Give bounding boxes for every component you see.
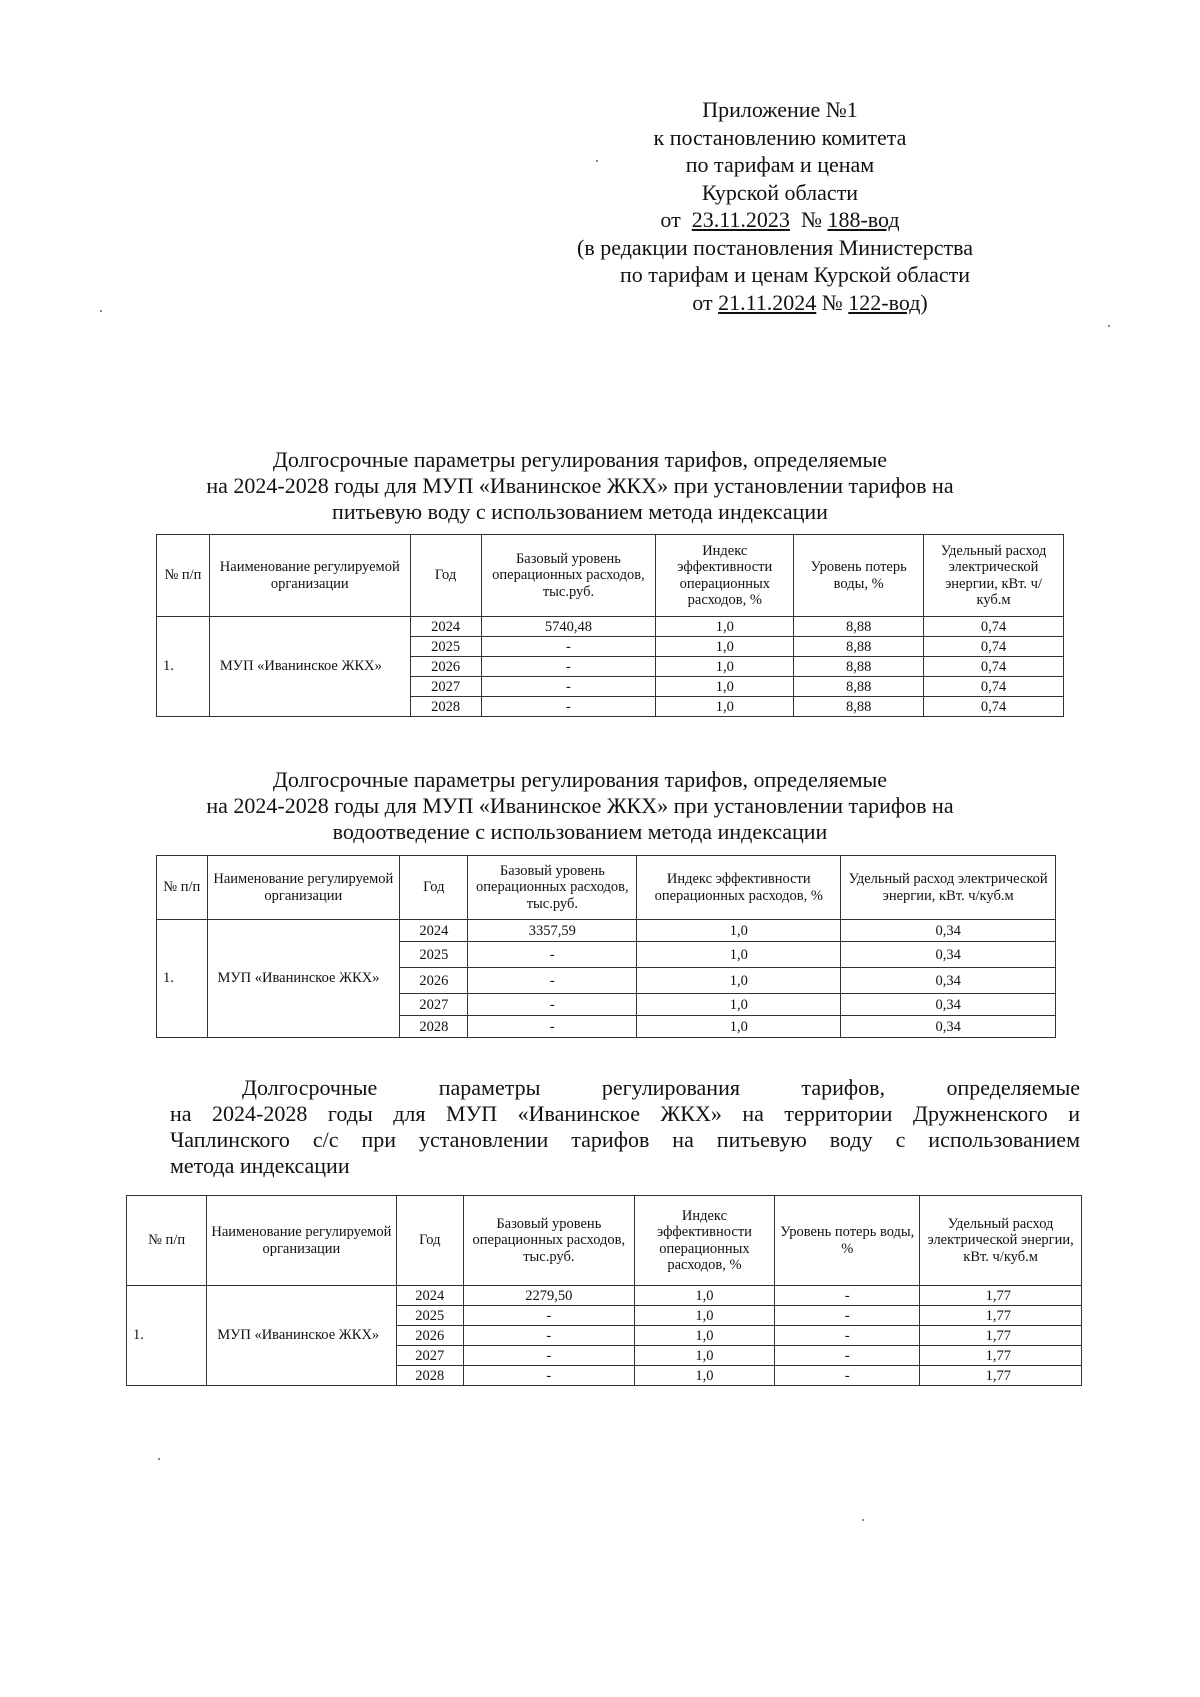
table-header-row: [157, 856, 1056, 920]
col-header-base-level: Базовый уровень операционных расходов, тыс.руб.: [481, 535, 656, 617]
col-header-efficiency-index: Индекс эффективности операционных расходов, %: [634, 1196, 775, 1286]
water-loss: -: [775, 1326, 920, 1346]
col-header-water-loss: Уровень потерь воды, %: [794, 535, 924, 617]
energy: 0,74: [924, 657, 1064, 677]
base-level: -: [468, 994, 637, 1016]
col-header-organization: Наименование регулируемой организации: [207, 856, 400, 920]
water-loss: -: [775, 1286, 920, 1306]
col-header-number: № п/п: [157, 856, 208, 920]
col-header-year: Год: [400, 856, 468, 920]
edition-number: 122-вод: [848, 289, 921, 315]
col-header-base-level: Базовый уровень операционных расходов, тыс.руб.: [468, 856, 637, 920]
year: 2025: [400, 942, 468, 968]
section-1-title: Долгосрочные параметры регулирования тарифов, определяемые на 2024-2028 годы для МУП «Иванинское ЖКХ» при установлении тарифов на питьевую воду с использованием метода индексации: [206, 447, 954, 524]
col-header-energy: Удельный расход электрической энергии, кВт. ч/куб.м: [924, 535, 1064, 617]
base-level: -: [464, 1326, 635, 1346]
base-level: -: [481, 637, 656, 657]
year: 2028: [410, 697, 481, 717]
organization-name: МУП «Иванинское ЖКХ»: [207, 1286, 396, 1386]
water-loss: -: [775, 1346, 920, 1366]
water-loss: -: [775, 1366, 920, 1386]
appendix-title: Приложение №1: [702, 97, 858, 122]
col-header-efficiency-index: Индекс эффективности операционных расходов, %: [637, 856, 841, 920]
decree-reference: от 23.11.2023 № 188-вод: [660, 207, 900, 232]
year: 2026: [400, 968, 468, 994]
edition-reference: от 21.11.2024 № 122-вод): [692, 289, 928, 315]
energy: 0,74: [924, 677, 1064, 697]
table-drinking-water: [156, 534, 1064, 717]
table-header-row: [157, 535, 1064, 617]
energy: 1,77: [920, 1346, 1082, 1366]
efficiency-index: 1,0: [637, 994, 841, 1016]
table-wastewater: [156, 855, 1056, 1038]
decree-number: 188-вод: [827, 207, 900, 232]
base-level: -: [481, 697, 656, 717]
base-level: -: [481, 657, 656, 677]
energy: 1,77: [920, 1306, 1082, 1326]
efficiency-index: 1,0: [656, 637, 794, 657]
base-level: -: [481, 677, 656, 697]
scan-speck: [1108, 325, 1110, 327]
col-header-water-loss: Уровень потерь воды, %: [775, 1196, 920, 1286]
efficiency-index: 1,0: [656, 617, 794, 637]
efficiency-index: 1,0: [634, 1366, 775, 1386]
water-loss: 8,88: [794, 677, 924, 697]
year: 2024: [410, 617, 481, 637]
section-3-title: Долгосрочные параметры регулирования тарифов, определяемые на 2024-2028 годы для МУП «Иванинское ЖКХ» на территории Дружненского и Чаплинского с/с при установлении тарифов на питьевую воду с использованием метода индексации: [170, 1075, 1080, 1178]
col-header-year: Год: [410, 535, 481, 617]
energy: 0,34: [841, 942, 1056, 968]
col-header-year: Год: [396, 1196, 464, 1286]
efficiency-index: 1,0: [637, 968, 841, 994]
efficiency-index: 1,0: [637, 1016, 841, 1038]
year: 2026: [410, 657, 481, 677]
year: 2025: [410, 637, 481, 657]
col-header-organization: Наименование регулируемой организации: [207, 1196, 396, 1286]
edition-date: 21.11.2024: [718, 289, 817, 315]
edition-line: (в редакции постановления Министерства: [577, 234, 973, 260]
year: 2026: [396, 1326, 464, 1346]
appendix-header: [560, 96, 1000, 316]
base-level: -: [468, 942, 637, 968]
scan-speck: [862, 1519, 864, 1521]
water-loss: 8,88: [794, 637, 924, 657]
table-drinking-water-druzhnensky-chaplinsky: [126, 1195, 1082, 1386]
base-level: 3357,59: [468, 920, 637, 942]
energy: 0,74: [924, 617, 1064, 637]
base-level: -: [468, 1016, 637, 1038]
table-row: [157, 920, 1056, 942]
water-loss: 8,88: [794, 697, 924, 717]
scan-speck: [100, 310, 102, 312]
col-header-number: № п/п: [157, 535, 210, 617]
col-header-energy: Удельный расход электрической энергии, кВт. ч/куб.м: [841, 856, 1056, 920]
organization-name: МУП «Иванинское ЖКХ»: [207, 920, 400, 1038]
energy: 1,77: [920, 1286, 1082, 1306]
col-header-number: № п/п: [127, 1196, 207, 1286]
header-line: Курской области: [701, 179, 859, 205]
base-level: -: [464, 1306, 635, 1326]
decree-date: 23.11.2023: [691, 207, 790, 232]
base-level: -: [464, 1346, 635, 1366]
water-loss: -: [775, 1306, 920, 1326]
efficiency-index: 1,0: [656, 697, 794, 717]
col-header-energy: Удельный расход электрической энергии, кВт. ч/куб.м: [920, 1196, 1082, 1286]
energy: 0,34: [841, 968, 1056, 994]
organization-name: МУП «Иванинское ЖКХ»: [209, 617, 410, 717]
year: 2024: [396, 1286, 464, 1306]
year: 2025: [396, 1306, 464, 1326]
col-header-efficiency-index: Индекс эффективности операционных расходов, %: [656, 535, 794, 617]
header-line: по тарифам и ценам: [685, 152, 875, 177]
efficiency-index: 1,0: [656, 657, 794, 677]
col-header-organization: Наименование регулируемой организации: [209, 535, 410, 617]
year: 2024: [400, 920, 468, 942]
energy: 0,74: [924, 637, 1064, 657]
header-line: к постановлению комитета: [653, 124, 907, 150]
row-number: 1.: [157, 920, 208, 1038]
energy: 1,77: [920, 1326, 1082, 1346]
energy: 0,74: [924, 697, 1064, 717]
energy: 0,34: [841, 1016, 1056, 1038]
year: 2028: [400, 1016, 468, 1038]
scan-speck: [596, 160, 598, 162]
energy: 0,34: [841, 994, 1056, 1016]
year: 2028: [396, 1366, 464, 1386]
table-row: [157, 617, 1064, 637]
base-level: -: [468, 968, 637, 994]
efficiency-index: 1,0: [637, 942, 841, 968]
energy: 1,77: [920, 1366, 1082, 1386]
efficiency-index: 1,0: [634, 1286, 775, 1306]
section-2-title: Долгосрочные параметры регулирования тарифов, определяемые на 2024-2028 годы для МУП «Иванинское ЖКХ» при установлении тарифов на водоотведение с использованием метода индексации: [206, 767, 954, 844]
base-level: 5740,48: [481, 617, 656, 637]
efficiency-index: 1,0: [656, 677, 794, 697]
base-level: -: [464, 1366, 635, 1386]
col-header-base-level: Базовый уровень операционных расходов, тыс.руб.: [464, 1196, 635, 1286]
efficiency-index: 1,0: [634, 1346, 775, 1366]
efficiency-index: 1,0: [634, 1306, 775, 1326]
row-number: 1.: [157, 617, 210, 717]
year: 2027: [400, 994, 468, 1016]
edition-line: по тарифам и ценам Курской области: [619, 262, 971, 287]
water-loss: 8,88: [794, 657, 924, 677]
energy: 0,34: [841, 920, 1056, 942]
year: 2027: [410, 677, 481, 697]
row-number: 1.: [127, 1286, 207, 1386]
scan-speck: [158, 1458, 160, 1460]
efficiency-index: 1,0: [634, 1326, 775, 1346]
table-row: [127, 1286, 1082, 1306]
base-level: 2279,50: [464, 1286, 635, 1306]
efficiency-index: 1,0: [637, 920, 841, 942]
water-loss: 8,88: [794, 617, 924, 637]
table-header-row: [127, 1196, 1082, 1286]
year: 2027: [396, 1346, 464, 1366]
